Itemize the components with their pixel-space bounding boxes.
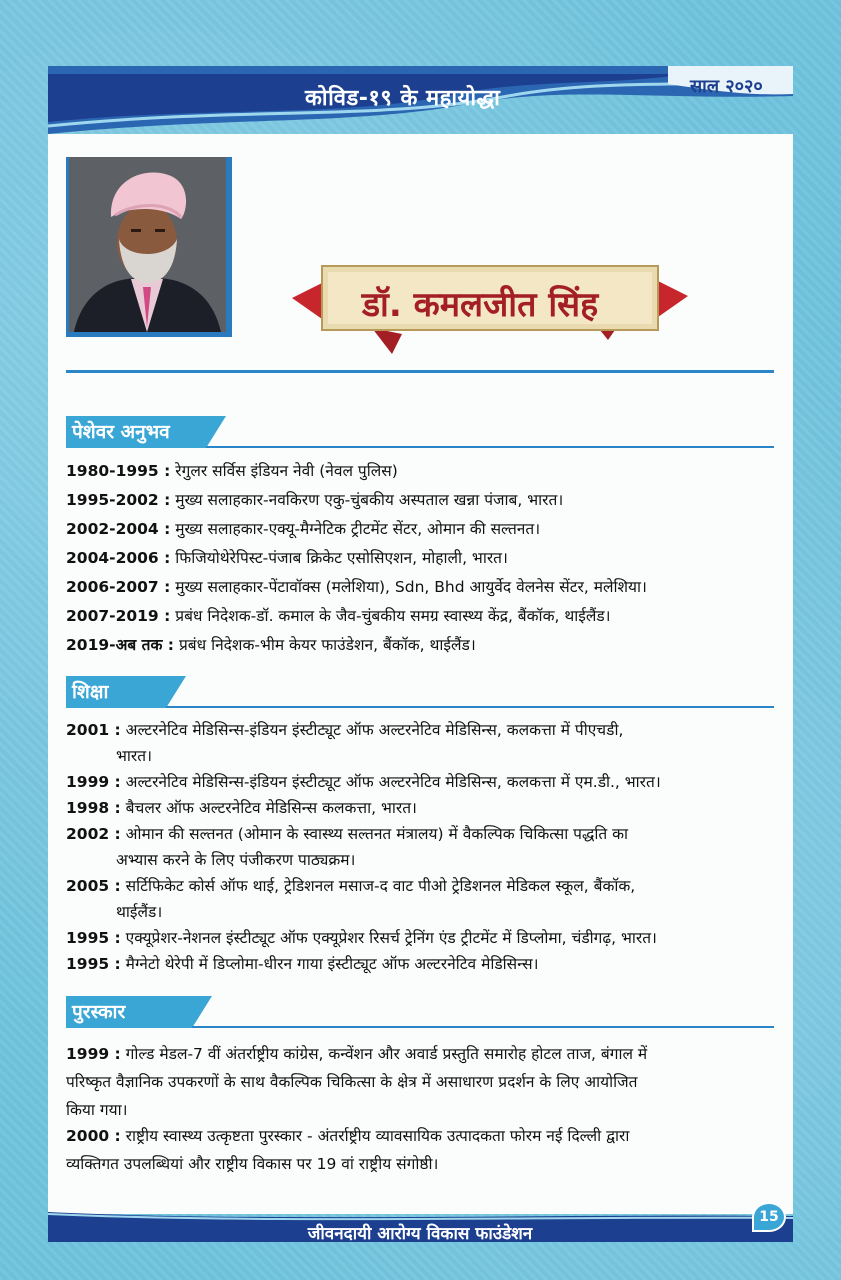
- awards-heading-rule: [192, 1026, 774, 1028]
- experience-item: 1980-1995 : रेगुलर सर्विस इंडियन नेवी (नेवल पुलिस): [66, 462, 398, 480]
- award-item: 1999 : गोल्ड मेडल-7 वीं अंतर्राष्ट्रीय कांग्रेस, कन्वेंशन और अवार्ड प्रस्तुति समारोह होटल ताज, बंगाल में: [66, 1045, 648, 1063]
- experience-item: 2006-2007 : मुख्य सलाहकार-पेंटावॉक्स (मलेशिया), Sdn, Bhd आयुर्वेद वेलनेस सेंटर, मलेशिया।: [66, 578, 647, 596]
- award-item: 2000 : राष्ट्रीय स्वास्थ्य उत्कृष्टता पुरस्कार - अंतर्राष्ट्रीय व्यावसायिक उत्पादकता फोरम नई दिल्ली द्वारा: [66, 1127, 630, 1145]
- profile-photo: [69, 157, 226, 332]
- experience-item: 2019-अब तक : प्रबंध निदेशक-भीम केयर फाउंडेशन, बैंकॉक, थाईलैंड।: [66, 636, 476, 654]
- education-heading: शिक्षा: [66, 676, 166, 708]
- education-item-cont: भारत।: [116, 747, 152, 765]
- banner-year: साल २०२०: [690, 76, 763, 97]
- award-item-cont: किया गया।: [66, 1101, 128, 1119]
- experience-item: 1995-2002 : मुख्य सलाहकार-नवकिरण एकु-चुंबकीय अस्पताल खन्ना पंजाब, भारत।: [66, 491, 564, 509]
- award-item-cont: व्यक्तिगत उपलब्धियां और राष्ट्रीय विकास पर 19 वां राष्ट्रीय संगोष्ठी।: [66, 1155, 439, 1173]
- education-item: 2001 : अल्टरनेटिव मेडिसिन्स-इंडियन इंस्टीट्यूट ऑफ अल्टरनेटिव मेडिसिन्स, कलकत्ता में पीएचडी,: [66, 721, 624, 739]
- education-item: 1999 : अल्टरनेटिव मेडिसिन्स-इंडियन इंस्टीट्यूट ऑफ अल्टरनेटिव मेडिसिन्स, कलकत्ता में एम.डी., भारत।: [66, 773, 661, 791]
- experience-item: 2004-2006 : फिजियोथेरेपिस्ट-पंजाब क्रिकेट एसोसिएशन, मोहाली, भारत।: [66, 549, 508, 567]
- education-heading-rule: [166, 706, 774, 708]
- awards-heading: पुरस्कार: [66, 996, 192, 1028]
- profile-name: डॉ. कमलजीत सिंह: [361, 285, 599, 325]
- experience-item: 2007-2019 : प्रबंध निदेशक-डॉ. कमाल के जैव-चुंबकीय समग्र स्वास्थ्य केंद्र, बैंकॉक, थाईलैंड।: [66, 607, 611, 625]
- experience-heading: पेशेवर अनुभव: [66, 416, 206, 448]
- experience-item: 2002-2004 : मुख्य सलाहकार-एक्यू-मैग्नेटिक ट्रीटमेंट सेंटर, ओमान की सल्तनत।: [66, 520, 541, 538]
- education-item-cont: थाईलैंड।: [116, 903, 163, 921]
- divider: [66, 370, 774, 373]
- footer-org: जीवनदायी आरोग्य विकास फाउंडेशन: [307, 1224, 533, 1244]
- education-item: 1995 : एक्यूप्रेशर-नेशनल इंस्टीट्यूट ऑफ एक्यूप्रेशर रिसर्च ट्रेनिंग एंड ट्रीटमेंट में डिप्लोमा, चंडीगढ़, भारत।: [66, 929, 657, 947]
- banner-title: कोविड-१९ के महायोद्धा: [305, 86, 501, 111]
- education-item: 1998 : बैचलर ऑफ अल्टरनेटिव मेडिसिन्स कलकत्ता, भारत।: [66, 799, 417, 817]
- education-item: 2005 : सर्टिफिकेट कोर्स ऑफ थाई, ट्रेडिशनल मसाज-द वाट पीओ ट्रेडिशनल मेडिकल स्कूल, बैंकॉक,: [66, 877, 636, 895]
- page-number: 15: [752, 1202, 786, 1232]
- award-item-cont: परिष्कृत वैज्ञानिक उपकरणों के साथ वैकल्पिक चिकित्सा के क्षेत्र में असाधारण प्रदर्शन के लिए आयोजित: [66, 1073, 638, 1091]
- education-item-cont: अभ्यास करने के लिए पंजीकरण पाठ्यक्रम।: [116, 851, 356, 869]
- education-item: 2002 : ओमान की सल्तनत (ओमान के स्वास्थ्य सल्तनत मंत्रालय) में वैकल्पिक चिकित्सा पद्धति का: [66, 825, 629, 843]
- education-item: 1995 : मैग्नेटो थेरेपी में डिप्लोमा-धीरन गाया इंस्टीट्यूट ऑफ अल्टरनेटिव मेडिसिन्स।: [66, 955, 539, 973]
- experience-heading-rule: [206, 446, 774, 448]
